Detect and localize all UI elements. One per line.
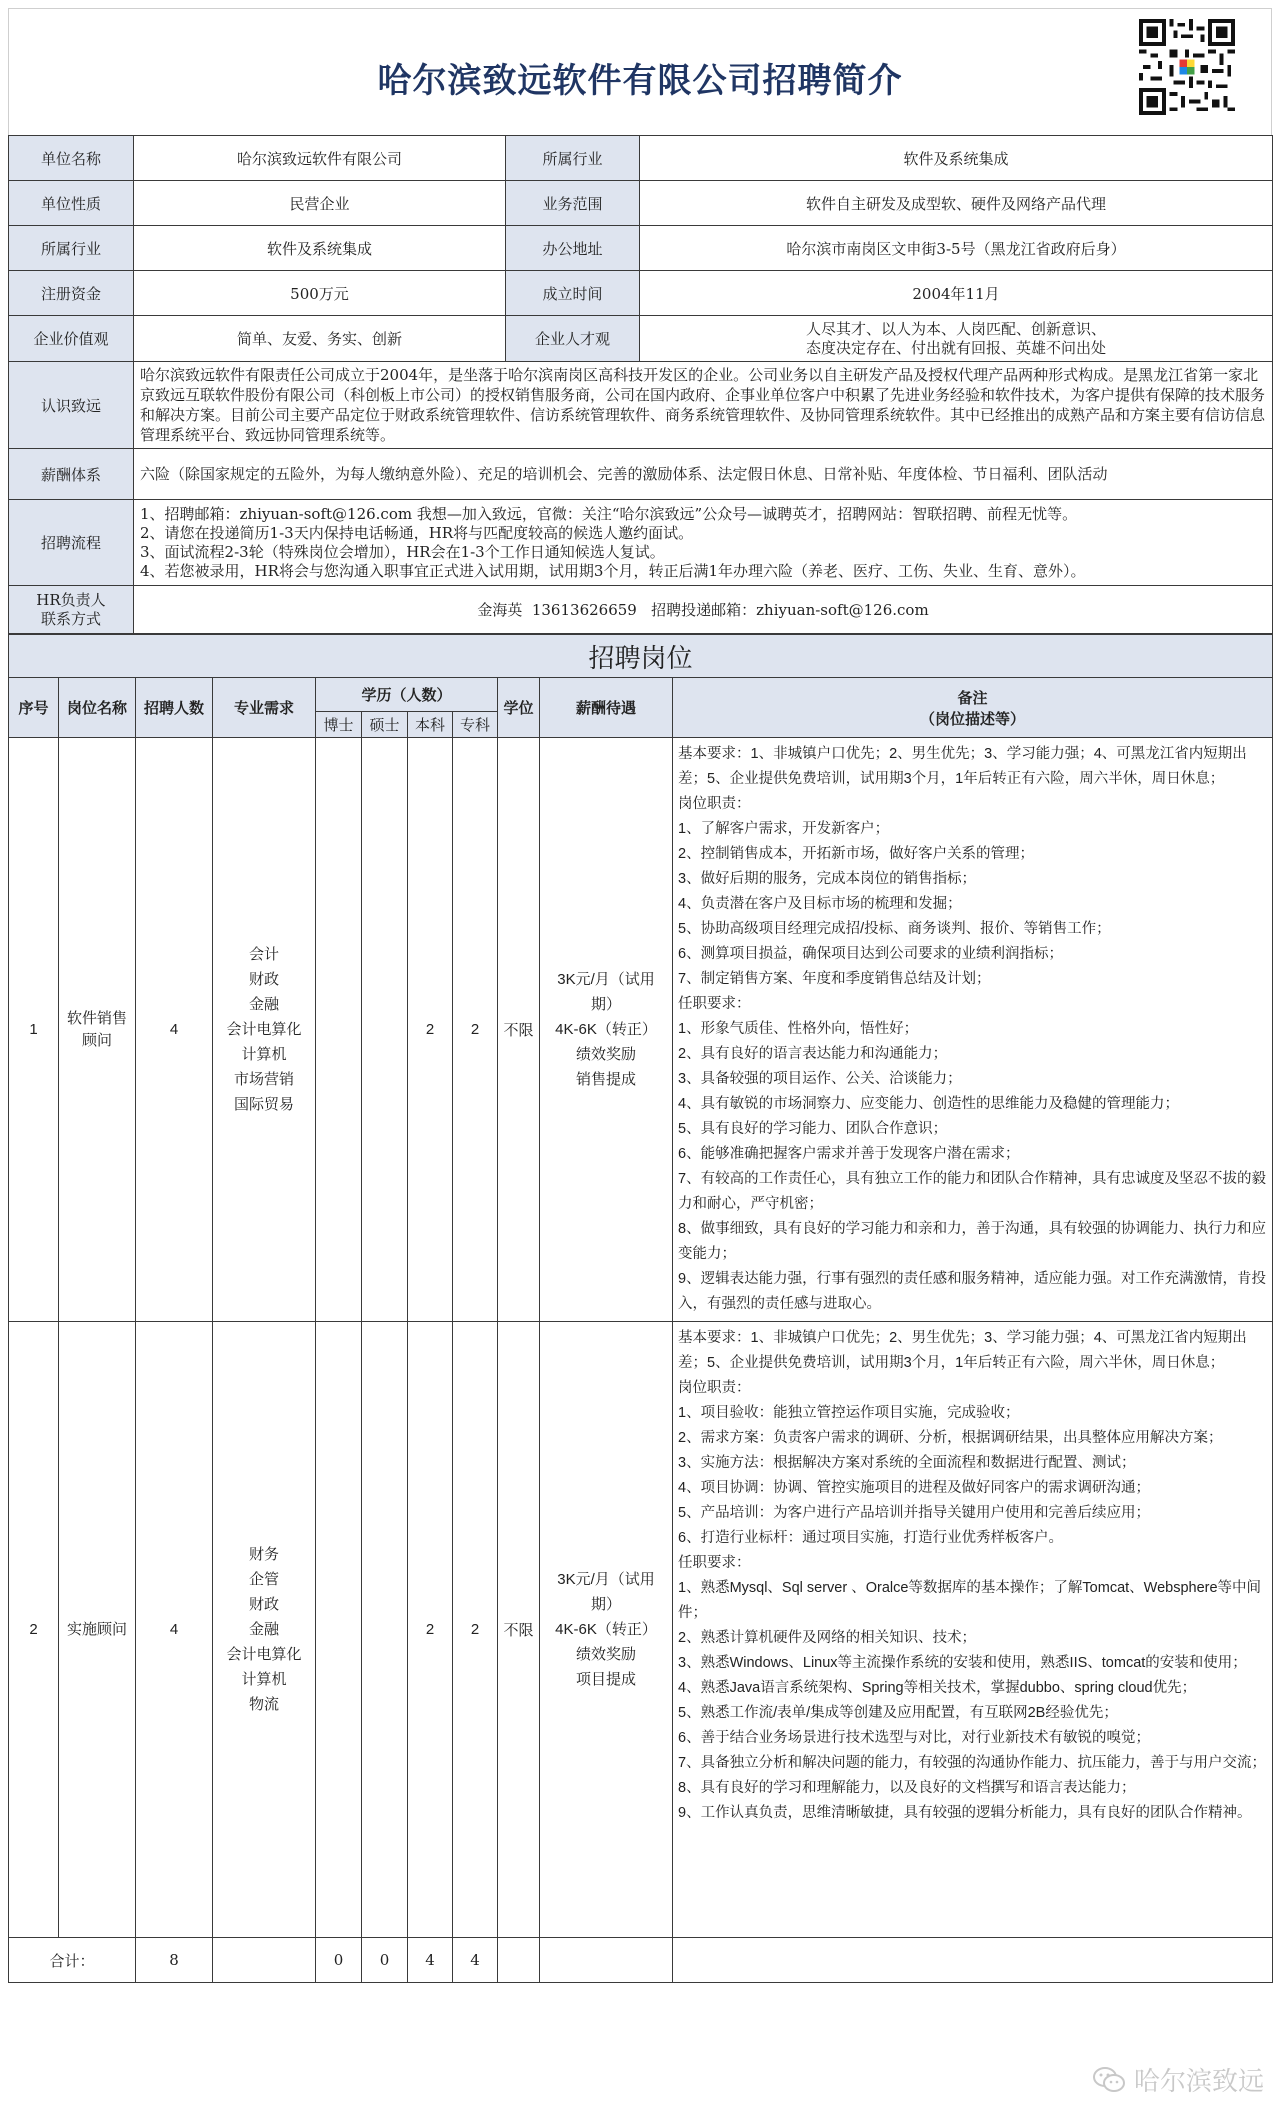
remark-line: 5、熟悉工作流/表单/集成等创建及应用配置，有互联网2B经验优先； — [678, 1705, 1118, 1721]
salary-line: 3K元/月（试用 — [557, 1571, 655, 1588]
position-degree: 不限 — [498, 738, 540, 1322]
position-junior: 2 — [453, 1322, 498, 1938]
major-item: 财政 — [248, 1596, 279, 1613]
remark-line: 7、制定销售方案、年度和季度销售总结及计划； — [678, 971, 991, 987]
major-item: 财政 — [248, 971, 279, 988]
remark-line: 岗位职责： — [678, 796, 751, 812]
position-phd — [316, 738, 362, 1322]
major-item: 金融 — [248, 996, 279, 1013]
info-label: 薪酬体系 — [9, 449, 134, 500]
header-education: 学历（人数） — [316, 678, 498, 712]
total-master: 0 — [362, 1938, 408, 1983]
header-phd: 博士 — [316, 712, 362, 738]
info-label: 所属行业 — [506, 136, 640, 181]
info-value: 简单、友爱、务实、创新 — [134, 316, 506, 362]
total-phd: 0 — [316, 1938, 362, 1983]
watermark-text: 哈尔滨致远 — [1133, 2067, 1264, 2097]
info-label: 认识致远 — [9, 362, 134, 449]
remark-line: 6、能够准确把握客户需求并善于发现客户潜在需求； — [678, 1146, 1020, 1162]
remark-line: 任职要求： — [678, 1555, 751, 1571]
remark-line: 6、善于结合业务场景进行技术选型与对比，对行业新技术有敏锐的嗅觉； — [678, 1730, 1151, 1746]
major-item: 企管 — [248, 1571, 279, 1588]
info-label: 成立时间 — [506, 271, 640, 316]
total-label: 合计： — [9, 1938, 136, 1983]
remark-line: 2、熟悉计算机硬件及网络的相关知识、技术； — [678, 1630, 977, 1646]
header-name: 岗位名称 — [59, 678, 136, 738]
remark-line: 5、协助高级项目经理完成招/投标、商务谈判、报价、等销售工作； — [678, 921, 1111, 937]
header-no: 序号 — [9, 678, 59, 738]
major-item: 金融 — [248, 1621, 279, 1638]
salary-system-text: 六险（除国家规定的五险外，为每人缴纳意外险）、充足的培训机会、完善的激励体系、法定假日休息、日常补贴、年度体检、节日福利、团队活动 — [134, 449, 1273, 500]
position-master — [362, 1322, 408, 1938]
major-item: 会计电算化 — [226, 1021, 302, 1038]
header-degree: 学位 — [498, 678, 540, 738]
remark-line: 岗位职责： — [678, 1380, 751, 1396]
position-bachelor: 2 — [408, 1322, 453, 1938]
total-salary — [540, 1938, 673, 1983]
header-bachelor: 本科 — [408, 712, 453, 738]
remark-line: 5、产品培训：为客户进行产品培训并指导关键用户使用和完善后续应用； — [678, 1505, 1151, 1521]
qr-code-icon[interactable] — [1139, 19, 1235, 115]
info-label: 企业人才观 — [506, 316, 640, 362]
info-label: 单位性质 — [9, 181, 134, 226]
info-value: 2004年11月 — [640, 271, 1273, 316]
remark-line: 基本要求：1、非城镇户口优先；2、男生优先；3、学习能力强；4、可黑龙江省内短期出差；5、企业提供免费培训，试用期3个月，1年后转正有六险，周六半休，周日休息； — [678, 1330, 1247, 1371]
info-label: 业务范围 — [506, 181, 640, 226]
total-bachelor: 4 — [408, 1938, 453, 1983]
info-label: 办公地址 — [506, 226, 640, 271]
page-title: 哈尔滨致远软件有限公司招聘简介 — [377, 61, 903, 101]
total-row — [9, 1938, 1273, 1983]
position-name: 软件销售顾问 — [59, 738, 136, 1322]
position-row — [9, 1322, 1273, 1938]
salary-line: 绩效奖励 — [575, 1046, 636, 1063]
position-remarks — [673, 738, 1273, 1322]
remark-line: 2、需求方案：负责客户需求的调研、分析，根据调研结果，出具整体应用解决方案； — [678, 1430, 1223, 1446]
remark-line: 4、具有敏锐的市场洞察力、应变能力、创造性的思维能力及稳健的管理能力； — [678, 1096, 1180, 1112]
position-no: 1 — [9, 738, 59, 1322]
info-value: 民营企业 — [134, 181, 506, 226]
header-master: 硕士 — [362, 712, 408, 738]
salary-line: 期） — [590, 996, 621, 1013]
info-row-nature — [9, 181, 1273, 226]
remark-line: 1、形象气质佳、性格外向，悟性好； — [678, 1021, 919, 1037]
remark-line: 3、熟悉Windows、Linux等主流操作系统的安装和使用，熟悉IIS、tomcat的安装和使用； — [678, 1655, 1247, 1671]
recruitment-document — [8, 8, 1272, 1983]
major-item: 财务 — [248, 1546, 279, 1563]
remark-line: 3、具备较强的项目运作、公关、洽谈能力； — [678, 1071, 962, 1087]
info-label — [9, 586, 134, 634]
total-count: 8 — [136, 1938, 213, 1983]
total-degree — [498, 1938, 540, 1983]
info-row-process — [9, 500, 1273, 586]
position-majors — [213, 1322, 316, 1938]
major-item: 物流 — [248, 1696, 279, 1713]
wechat-watermark — [1092, 2061, 1264, 2098]
document-header — [8, 8, 1272, 135]
info-value: 软件及系统集成 — [134, 226, 506, 271]
position-row — [9, 738, 1273, 1322]
position-master — [362, 738, 408, 1322]
position-count: 4 — [136, 1322, 213, 1938]
info-value: 哈尔滨市南岗区文申街3-5号（黑龙江省政府后身） — [640, 226, 1273, 271]
remark-line: 4、项目协调：协调、管控实施项目的进程及做好同客户的需求调研沟通； — [678, 1480, 1151, 1496]
remark-line: 7、具备独立分析和解决问题的能力，有较强的沟通协作能力、抗压能力，善于与用户交流； — [678, 1755, 1267, 1771]
remark-line: 8、具有良好的学习和理解能力，以及良好的文档撰写和语言表达能力； — [678, 1780, 1136, 1796]
position-degree: 不限 — [498, 1322, 540, 1938]
remark-line: 9、逻辑表达能力强，行事有强烈的责任感和服务精神，适应能力强。对工作充满激情，肯投入，有强烈的责任感与进取心。 — [678, 1271, 1267, 1312]
info-value: 软件及系统集成 — [640, 136, 1273, 181]
company-info-table — [8, 135, 1273, 634]
company-description: 哈尔滨致远软件有限责任公司成立于2004年，是坐落于哈尔滨南岗区高科技开发区的企业。公司业务以自主研发产品及授权代理产品两种形式构成。是黑龙江省第一家北京致远互联软件股份有限公司（科创板上市公司）的授权销售服务商，公司在国内政府、企事业单位客户中积累了先进业务经验和软件技术，为客户提供有保障的技术服务和解决方案。目前公司主要产品定位于财政系统管理软件、信访系统管理软件、商务系统管理软件、及协同管理系统软件。其中已经推出的成熟产品和方案主要有信访信息管理系统平台、致远协同管理系统等。 — [134, 362, 1273, 449]
recruitment-process — [134, 500, 1273, 586]
process-step: 1、招聘邮箱：zhiyuan-soft@126.com 我想—加入致远，官微：关注“哈尔滨致远”公众号—诚聘英才，招聘网站：智联招聘、前程无忧等。 — [140, 504, 1078, 523]
salary-line: 4K-6K（转正） — [555, 1621, 657, 1638]
remark-line: 9、工作认真负责，思维清晰敏捷，具有较强的逻辑分析能力，具有良好的团队合作精神。 — [678, 1805, 1252, 1821]
salary-line: 期） — [590, 1596, 621, 1613]
position-remarks — [673, 1322, 1273, 1938]
remark-line: 3、实施方法：根据解决方案对系统的全面流程和数据进行配置、测试； — [678, 1455, 1136, 1471]
info-row-salary — [9, 449, 1273, 500]
info-row-unit-name — [9, 136, 1273, 181]
major-item: 市场营销 — [233, 1071, 294, 1088]
positions-table — [8, 634, 1273, 1983]
header-major: 专业需求 — [213, 678, 316, 738]
remark-line: 8、做事细致，具有良好的学习能力和亲和力，善于沟通，具有较强的协调能力、执行力和应变能力； — [678, 1221, 1267, 1262]
remark-line: 4、负责潜在客户及目标市场的梳理和发掘； — [678, 896, 962, 912]
info-value: 软件自主研发及成型软、硬件及网络产品代理 — [640, 181, 1273, 226]
process-step: 3、面试流程2-3轮（特殊岗位会增加），HR会在1-3个工作日通知候选人复试。 — [140, 542, 665, 561]
remark-line: 1、了解客户需求，开发新客户； — [678, 821, 890, 837]
major-item: 会计电算化 — [226, 1646, 302, 1663]
salary-line: 销售提成 — [575, 1071, 636, 1088]
remark-line: 6、测算项目损益，确保项目达到公司要求的业绩利润指标； — [678, 946, 1064, 962]
salary-line: 3K元/月（试用 — [557, 971, 655, 988]
info-row-about — [9, 362, 1273, 449]
wechat-icon — [1092, 2066, 1126, 2094]
position-salary — [540, 738, 673, 1322]
info-label: 单位名称 — [9, 136, 134, 181]
remark-line: 任职要求： — [678, 996, 751, 1012]
process-step: 4、若您被录用，HR将会与您沟通入职事宜正式进入试用期，试用期3个月，转正后满1年办理六险（养老、医疗、工伤、失业、生育、意外）。 — [140, 561, 1086, 580]
info-row-address — [9, 226, 1273, 271]
remark-line: 6、打造行业标杆：通过项目实施，打造行业优秀样板客户。 — [678, 1530, 1064, 1546]
header-count: 招聘人数 — [136, 678, 213, 738]
info-label: 企业价值观 — [9, 316, 134, 362]
remark-line: 2、具有良好的语言表达能力和沟通能力； — [678, 1046, 948, 1062]
position-majors — [213, 738, 316, 1322]
major-item: 计算机 — [241, 1046, 287, 1063]
total-remark — [673, 1938, 1273, 1983]
salary-line: 项目提成 — [575, 1671, 636, 1688]
talent-view-line: 人尽其才、以人为本、人岗匹配、创新意识、 — [805, 319, 1106, 338]
header-junior: 专科 — [453, 712, 498, 738]
position-phd — [316, 1322, 362, 1938]
remark-line: 3、做好后期的服务，完成本岗位的销售指标； — [678, 871, 977, 887]
position-bachelor: 2 — [408, 738, 453, 1322]
info-label: 招聘流程 — [9, 500, 134, 586]
total-major — [213, 1938, 316, 1983]
major-item: 计算机 — [241, 1671, 287, 1688]
hr-label-line: HR负责人 — [36, 590, 106, 609]
header-remark-sub: （岗位描述等） — [919, 709, 1025, 728]
position-junior: 2 — [453, 738, 498, 1322]
salary-line: 4K-6K（转正） — [555, 1021, 657, 1038]
section-title: 招聘岗位 — [9, 635, 1273, 678]
talent-view-line: 态度决定存在、付出就有回报、英雄不问出处 — [805, 338, 1106, 357]
positions-header-row — [9, 678, 1273, 712]
info-value: 哈尔滨致远软件有限公司 — [134, 136, 506, 181]
salary-line: 绩效奖励 — [575, 1646, 636, 1663]
remark-line: 7、有较高的工作责任心，具有独立工作的能力和团队合作精神，具有忠诚度及坚忍不拔的毅力和耐心，严守机密； — [678, 1171, 1267, 1212]
remark-line: 5、具有良好的学习能力、团队合作意识； — [678, 1121, 948, 1137]
remark-line: 1、熟悉Mysql、Sql server 、Oralce等数据库的基本操作；了解Tomcat、Websphere等中间件； — [678, 1580, 1262, 1621]
major-item: 国际贸易 — [233, 1096, 294, 1113]
major-item: 会计 — [248, 946, 279, 963]
position-no: 2 — [9, 1322, 59, 1938]
hr-contact: 金海英 13613626659 招聘投递邮箱：zhiyuan-soft@126.com — [134, 586, 1273, 634]
remark-line: 基本要求：1、非城镇户口优先；2、男生优先；3、学习能力强；4、可黑龙江省内短期出差；5、企业提供免费培训，试用期3个月，1年后转正有六险，周六半休，周日休息； — [678, 746, 1247, 787]
info-value: 500万元 — [134, 271, 506, 316]
remark-line: 1、项目验收：能独立管控运作项目实施，完成验收； — [678, 1405, 1020, 1421]
process-step: 2、请您在投递简历1-3天内保持电话畅通，HR将与匹配度较高的候选人邀约面试。 — [140, 523, 694, 542]
hr-label-line: 联系方式 — [40, 609, 101, 628]
info-row-capital — [9, 271, 1273, 316]
position-count: 4 — [136, 738, 213, 1322]
info-value — [640, 316, 1273, 362]
position-name: 实施顾问 — [59, 1322, 136, 1938]
header-remark — [673, 678, 1273, 738]
info-label: 所属行业 — [9, 226, 134, 271]
header-salary: 薪酬待遇 — [540, 678, 673, 738]
position-salary — [540, 1322, 673, 1938]
remark-line: 2、控制销售成本，开拓新市场，做好客户关系的管理； — [678, 846, 1035, 862]
header-remark-title: 备注 — [957, 688, 988, 707]
info-row-values — [9, 316, 1273, 362]
info-row-hr — [9, 586, 1273, 634]
total-junior: 4 — [453, 1938, 498, 1983]
info-label: 注册资金 — [9, 271, 134, 316]
remark-line: 4、熟悉Java语言系统架构、Spring等相关技术，掌握dubbo、spring cloud优先； — [678, 1680, 1197, 1696]
